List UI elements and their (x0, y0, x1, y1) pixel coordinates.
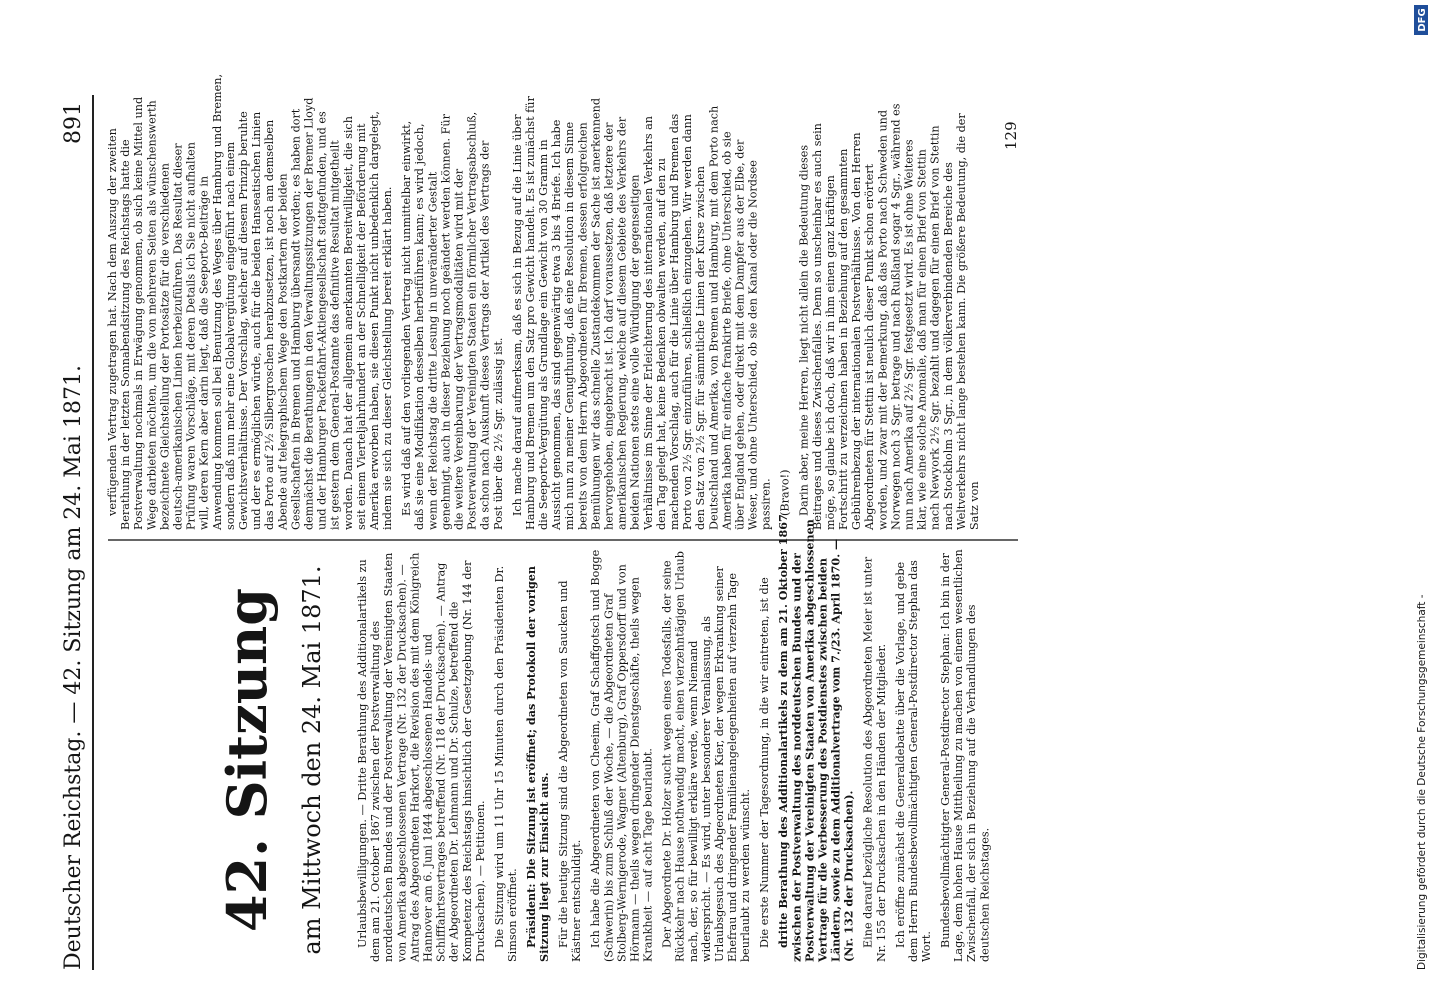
dfg-badge-label: DFG (1417, 8, 1428, 32)
paragraph: Es wird daß auf den vorliegenden Vertrag nicht unmittelbar einwirkt,daß sie eine Modifikation desselben herbeiführen kann; es wird jedoch,wenn der Reichstag die dritte Lesung in unveränderter Gestaltgenehmigt, auch in dieser Beziehung noch geändert werden können. Fürdie weitere Vereinbarung der Vertragsmodalitäten wird mit derPostverwaltung der Vereinigten Staaten ein förmlicher Vertragsabschluß,da schon nach Auskunft dieses Vertrags der Artikel des Vertrags derPost über die 2½ Sgr. zulässig ist. (400, 111, 505, 530)
paragraph: Für die heutige Sitzung sind die Abgeordneten von Saucken undKästner entschuldigt. (557, 580, 584, 962)
session-heading: 42. Sitzung (215, 587, 279, 933)
page-number: 891 (61, 102, 86, 144)
paragraph: Ich eröffne zunächst die Generaldebatte über die Vorlage, und gebedem Herrn Bundesbevollmächtigten General-Postdirector Stephan dasWort. (893, 560, 933, 962)
paragraph: Die erste Nummer der Tagesordnung, in die wir eintreten, ist die (758, 577, 772, 948)
paragraph: Der Abgeordnete Dr. Holzer sucht wegen eines Todesfalls, der seineRückkehr nach Hause nothwendig macht, einen vierzehntägigen Urlaubnach, der, so für bewilligt erkläre werde, wenn Niemandwiderspricht. — Es wird, unter besonderer Veranlassung, alsUrlaubsgesuch des Abgeordneten Kier, der wegen Erkrankung seinerEhefrau und dringender Familienangelegenheiten auf vierzehn Tagebeurlaubt zu werden wünscht. (660, 551, 753, 962)
paragraph: (Bravo!) (778, 469, 792, 516)
signature-mark: 129 (1002, 121, 1020, 150)
paragraph: Eine darauf bezügliche Resolution des Abgeordneten Meier ist unterNr. 155 der Drucksachen in den Händen der Mitglieder. (861, 556, 888, 962)
session-subheading: am Mittwoch den 24. Mai 1871. (298, 565, 326, 955)
paragraph: verfügenden Vertrag zugetragen hat. Nach dem Auszug der zweitenBerathung in der letzten Sonnabendsitzung des Reichstags hatte diePostverwaltung nochmals in Erwägung genommen, ob sich keine Mittel undWege darbieten möchten, um die von mehreren Seiten als wünschenswerthbezeichnete Gleichstellung der Portosätze für die verschiedenendeutsch-amerikanischen Linien herbeizuführen. Das Resultat dieserPrüfung waren Vorschläge, mit deren Details ich Sie nicht aufhaltenwill, deren Kern aber darin liegt, daß die Seeporto-Beiträge inAnwendung kommen soll bei Benutzung des Weges über Hamburg und Bremen,sondern daß nun mehr eine Globalvergütung eingeführt nach einemGewichtsverhältnisse. Der Vorschlag, welcher auf diesem Prinzip beruhteund der es ermöglichen würde, auch für die beiden Hanseatischen Liniendas Porto auf 2½ Silbergroschen herabzusetzen, ist noch am demselbenAbende auf telegraphischem Wege den Postkartern der beidenGesellschaften in Bremen und Hamburg übersandt worden; es haben dortdemnächst die Berathungen in den Verwaltungssitzungen der Bremer Lloydund der Hamburger Packetfahrt-Aktiengesellschaft stattgefunden, und esist gestern dem General-Postamte das definitive Resultat mitgetheiltworden. Danach hat der allgemein anerkannten Bereitwilligkeit, die sichseit einem Vierteljahrhundert an der Schnelligkeit der Beförderung mitAmerika erworben haben, sie diesen Punkt nicht unbedenklich dargelegt,indem sie sich zu dieser Gleichstellung bereit erklärt haben. (106, 74, 395, 530)
paragraph: dritte Berathung des Additionalartikels zu dem am 21. Oktober 1867zwischen der Postverwaltung des norddeutschen Bundes und derPostverwaltung der Vereinigten Staaten von Amerika abgeschlossenenVertrage für die Verbesserung des Postdienstes zwischen beidenLändern, sowie zu dem Additionalvertrage vom 7./23. April 1870. —(Nr. 132 der Drucksachen). (776, 514, 856, 962)
paragraph: Die Sitzung wird um 11 Uhr 15 Minuten durch den Präsidenten Dr.Simson eröffnet. (492, 565, 519, 962)
paragraph: Präsident: Die Sitzung ist eröffnet; das Protokoll der vorigenSitzung liegt zur Einsicht aus. (523, 565, 552, 962)
paragraph: Ich mache darauf aufmerksam, daß es sich in Bezug auf die Linie überHamburg und Bremen um den Satz pro Gewicht handelt. Es ist zunächst fürdie Seeporto-Vergütung als Grundlage ein Gewicht von 30 Gramm inAussicht genommen, das sind gegenwärtig etwa 3 bis 4 Briefe. Ich habemich nun zu meiner Genugthuung, daß eine Resolution in diesem Sinnebereits von dem Herrn Abgeordneten für Bremen, dessen erfolgreichenBemühungen wir das schnelle Zustandekommen der Sache ist anerkennendhervorgehoben, eingebracht ist. Ich darf voraussetzen, daß letztere deramerikanischen Regierung, welche auf diesem Gebiete des Verkehrs derbeiden Nationen stets eine volle Würdigung der gegenseitigenVerhältnisse im Sinne der Erleichterung des internationalen Verkehrs anden Tag gelegt hat, keine Bedenken obwalten werden, auf den zumachenden Vorschlag, auch für die Linie über Hamburg und Bremen dasPorto von 2½ Sgr. einzuführen, schließlich einzugehen. Wir werden dannden Satz von 2½ Sgr. für sämmtliche Linien der Kurse zwischenDeutschland und Amerika, von Bremen und Hamburg, mit dem Porto nachAmerika haben für einfache frankirte Briefe, ohne Unterschied, ob sieüber England gehen, oder direkt mit dem Dampfer aus der Elbe, derWeser, und ohne Unterschied, ob sie den Kanal oder die Nordseepassiren. (510, 96, 773, 530)
digitization-note: Digitalisierung gefördert durch die Deutsche Forschungsgemeinschaft - (1416, 594, 1428, 970)
right-column-text (106, 74, 981, 531)
paragraph: Ich habe die Abgeordneten von Cheeim, Graf Schaffgotsch und Bogge(Schwerin) bis zum Schluß der Woche, — die Abgeordneten GrafStolberg-Wernigerode, Wagner (Altenburg), Graf Oppersdorff und vonHörmann — theils wegen dringender Dienstgeschäfte, theils wegenKrankheit — auf acht Tage beurlaubt. (589, 549, 655, 962)
paragraph: Darin aber, meine Herren, liegt nicht allein die Bedeutung diesesBeitrages und dieses Zwischenfalles. Denn so unscheinbar es auch seinmöge, so glaube ich doch, daß wir in ihm einen ganz kräftigenFortschritt zu verzeichnen haben in Beziehung auf den gesammtenGebührenbezug der internationalen Postverhältnisse. Von den HerrenAbgeordneten für Stettin ist neulich dieser Punkt schon erörtertworden, und zwar mit der Bemerkung, daß das Porto nach Schweden undNorwegen noch 3 Sgr. betrage und nach Rußland sogar 4 Sgr., während esnun nach Amerika auf 2½ Sgr. festgesetzt wird. Es ist ohne Weiteresklar, wie eine solche Anomalie, daß man für einen Brief von Stettinnach Newyork 2½ Sgr. bezahlt und dagegen für einen Brief von Stettinnach Stockholm 3 Sgr., in dem völkerverbindenden Bereiche desWeltverkehrs nicht lange bestehen kann. Die größere Bedeutung, die derSatz von (797, 103, 981, 530)
paragraph: Bundesbevollmächtigter General-Postdirector Stephan: Ich bin in derLage, dem hohen Hause Mittheilung zu machen von einem wesentlichenZwischenfall, der sich in Beziehung auf die Verhandlungen desdeutschen Reichstages. (938, 549, 992, 962)
paragraph: Urlaubsbewilligungen. — Dritte Berathung des Additionalartikels zudem am 21. October 1867 zwischen der Postverwaltung desnorddeutschen Bundes und der Postverwaltung der Vereinigten Staatenvon Amerika abgeschlossenen Vertrage (Nr. 132 der Drucksachen). —Antrag des Abgeordneten Harkort, die Revision des mit dem KönigreichHannover am 6. Juni 1844 abgeschlossenen Handels- undSchifffahrtsvertrages betreffend (Nr. 118 der Drucksachen). — Antragder Abgeordneten Dr. Lehmann und Dr. Schulze, betreffend dieKompetenz des Reichstags hinsichtlich der Gesetzgebung (Nr. 144 derDrucksachen). — Petitionen. (356, 552, 487, 962)
running-head: Deutscher Reichstag. — 42. Sitzung am 24. Mai 1871. (61, 365, 86, 970)
